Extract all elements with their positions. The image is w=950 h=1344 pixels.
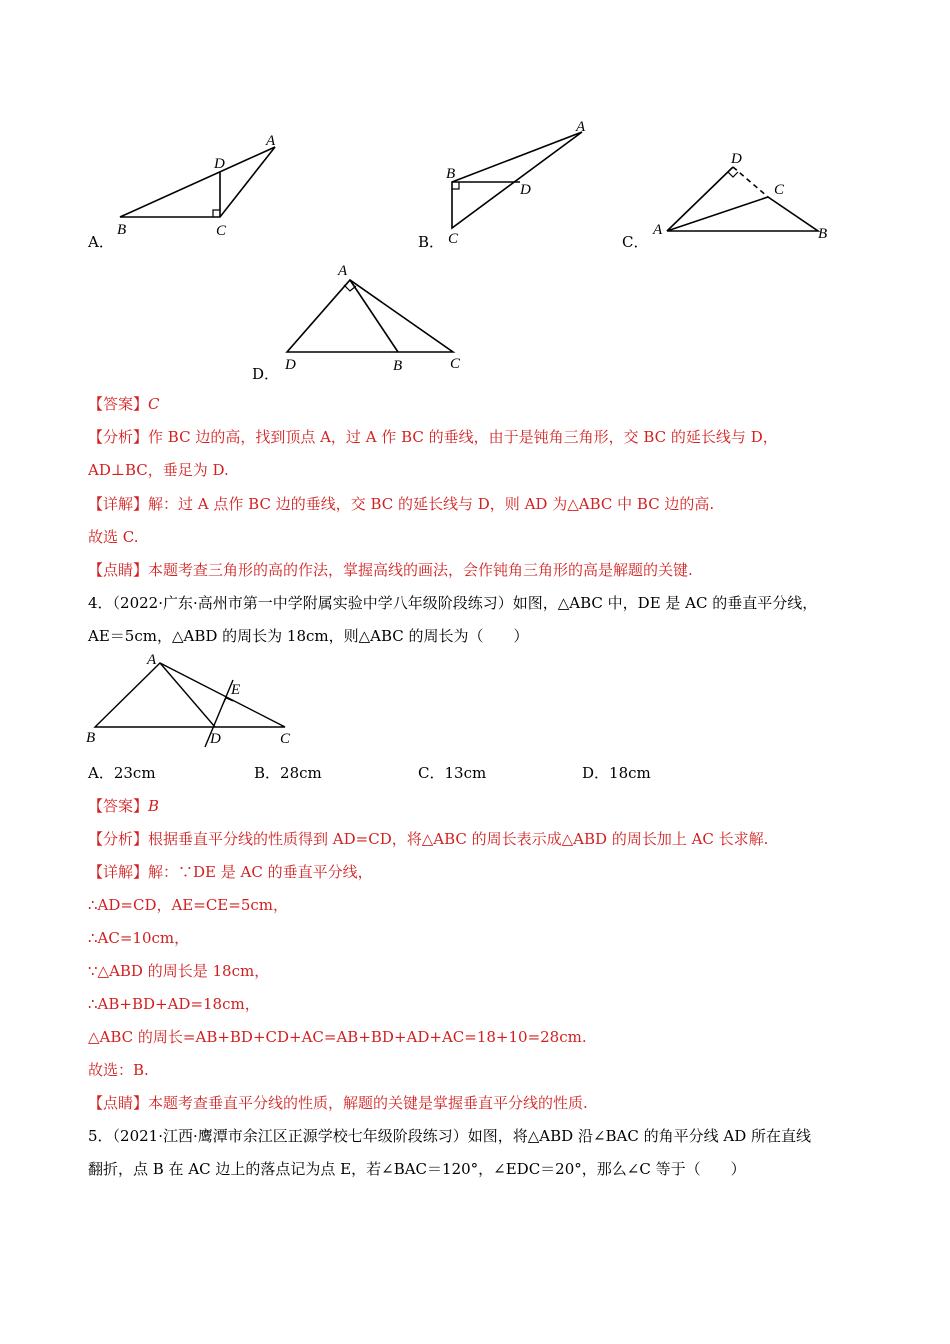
q4-detail-line-1: 【详解】解：∵DE 是 AC 的垂直平分线， [88,863,373,881]
figure-option-c [667,167,818,231]
q5-stem-line-2: 翻折，点 B 在 AC 边上的落点记为点 E，若∠BAC＝120°，∠EDC＝20°，那么∠C 等于（ ） [88,1160,746,1178]
q4-label-b: B [86,730,96,746]
fig-d-label-a: A [338,263,348,279]
q3-detail-line-1: 【详解】解：过 A 点作 BC 边的垂线，交 BC 的延长线与 D，则 AD 为△ABC 中 BC 边的高. [88,495,715,513]
q4-analysis: 【分析】根据垂直平分线的性质得到 AD=CD，将△ABC 的周长表示成△ABD 的周长加上 AC 长求解. [88,830,769,848]
figure-option-a [120,147,275,217]
fig-b-label-b: B [446,166,456,182]
figure-option-b [452,132,582,228]
q5-stem-line-1: 5．（2021·江西·鹰潭市余江区正源学校七年级阶段练习）如图，将△ABD 沿∠BAC 的角平分线 AD 所在直线 [88,1127,812,1145]
fig-a-label-b: B [117,222,127,238]
q4-detail-line-2: ∴AD=CD，AE=CE=5cm， [88,896,288,914]
q4-answer: 【答案】B [88,797,160,815]
q3-answer: 【答案】C [88,395,160,413]
q4-figure [0,640,320,755]
fig-c-label-a: A [653,222,663,238]
detail-tag: 【详解】 [88,863,149,881]
analysis-tag: 【分析】 [88,830,149,848]
fig-c-label-b: B [818,226,828,242]
fig-c-label-d: D [731,151,742,167]
option-d-letter: D． [252,365,280,383]
q4-detail-line-4: ∵△ABD 的周长是 18cm， [88,962,270,980]
q4-option-c: C．13cm [418,764,487,782]
option-b-letter: B． [418,233,445,251]
q4-option-a: A．23cm [88,764,156,782]
fig-a-label-c: C [216,223,227,239]
q3-detail-line-2: 故选 C. [88,528,139,546]
fig-d-label-d: D [285,357,296,373]
detail-tag: 【详解】 [88,495,149,513]
q4-label-d: D [210,731,221,747]
q4-detail-line-6: △ABC 的周长=AB+BD+CD+AC=AB+BD+AD+AC=18+10=28cm. [88,1028,587,1046]
q3-comment: 【点睛】本题考查三角形的高的作法，掌握高线的画法，会作钝角三角形的高是解题的关键. [88,561,693,579]
fig-b-label-a: A [576,119,586,135]
fig-c-label-c: C [774,182,785,198]
analysis-tag: 【分析】 [88,428,149,446]
fig-b-label-c: C [448,231,459,247]
q4-comment: 【点睛】本题考查垂直平分线的性质，解题的关键是掌握垂直平分线的性质. [88,1094,588,1112]
q3-figures [0,0,950,390]
q4-detail-line-7: 故选：B. [88,1061,149,1079]
q4-stem-line-1: 4．（2022·广东·高州市第一中学附属实验中学八年级阶段练习）如图，△ABC 中，DE 是 AC 的垂直平分线， [88,594,818,612]
q4-label-c: C [280,731,291,747]
answer-tag: 【答案】 [88,395,149,413]
q4-label-a: A [147,652,157,668]
fig-d-label-c: C [450,356,461,372]
q4-label-e: E [231,682,241,698]
q3-analysis-line-2: AD⊥BC，垂足为 D. [88,461,229,479]
comment-tag: 【点睛】 [88,1094,149,1112]
comment-tag: 【点睛】 [88,561,149,579]
fig-d-label-b: B [393,358,403,374]
q4-detail-line-5: ∴AB+BD+AD=18cm， [88,995,260,1013]
option-a-letter: A． [88,233,114,251]
option-c-letter: C． [622,233,649,251]
answer-tag: 【答案】 [88,797,149,815]
figure-option-d [287,280,453,352]
q3-analysis-line-1: 【分析】作 BC 边的高，找到顶点 A，过 A 作 BC 的垂线，由于是钝角三角形，交 BC 的延长线与 D， [88,428,778,446]
q4-option-d: D．18cm [582,764,651,782]
fig-b-label-d: D [520,182,531,198]
q4-stem-line-2: AE＝5cm，△ABD 的周长为 18cm，则△ABC 的周长为（ ） [88,627,529,645]
q4-option-b: B．28cm [254,764,322,782]
fig-a-label-a: A [266,133,276,149]
q4-detail-line-3: ∴AC=10cm， [88,929,190,947]
fig-a-label-d: D [214,156,225,172]
